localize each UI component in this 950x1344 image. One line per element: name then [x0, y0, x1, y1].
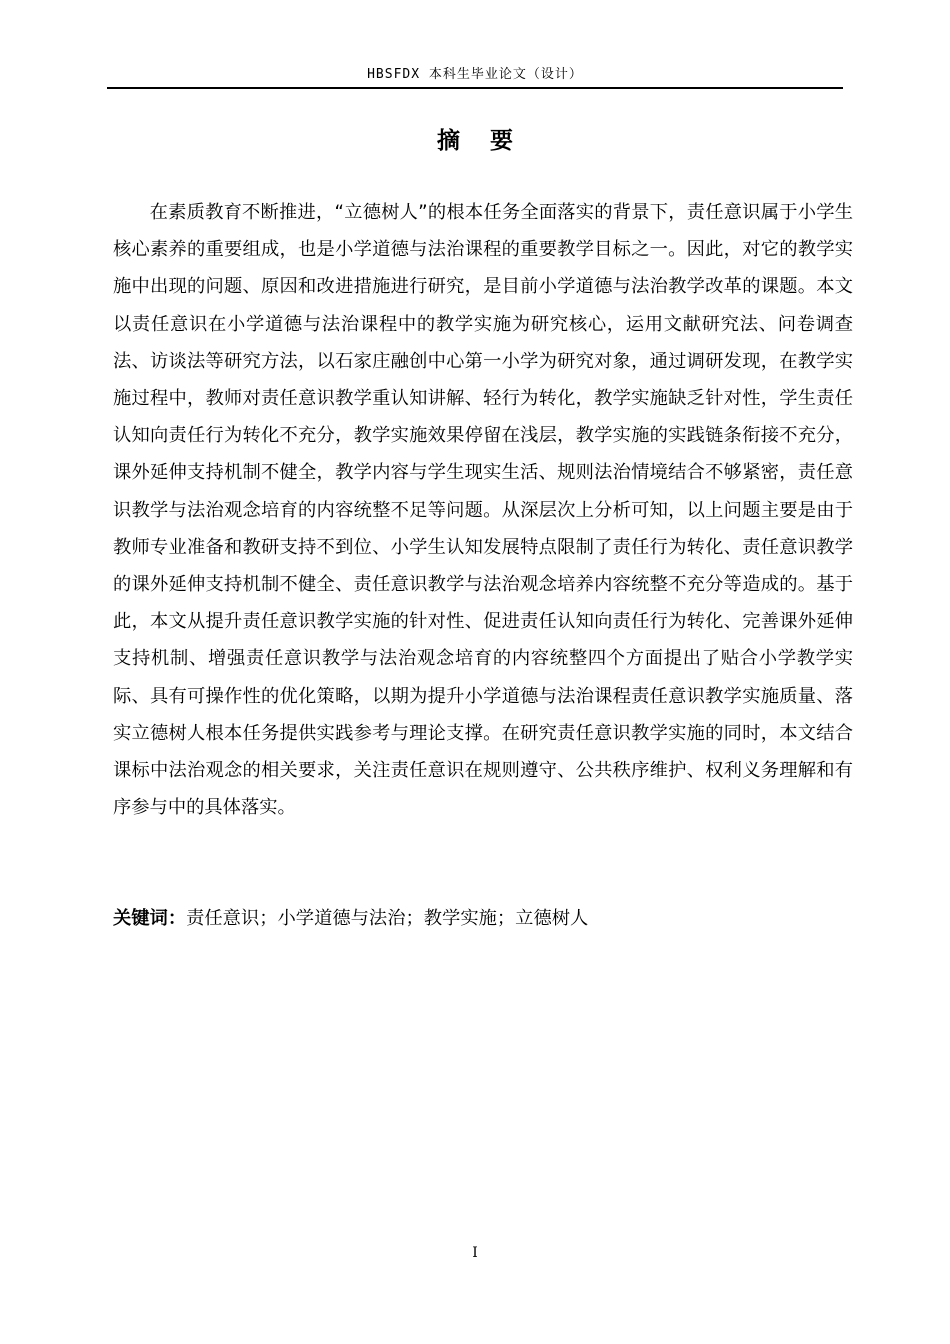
header-rule: [107, 87, 843, 89]
abstract-title-char-1: 摘: [437, 128, 460, 154]
keywords-value: 责任意识；小学道德与法治；教学实施；立德树人: [186, 908, 589, 929]
abstract-title-char-2: 要: [490, 128, 513, 154]
keywords-line: [113, 900, 853, 937]
keywords-label: 关键词：: [113, 908, 187, 929]
abstract-body: 在素质教育不断推进，“立德树人”的根本任务全面落实的背景下，责任意识属于小学生核心素养的重要组成，也是小学道德与法治课程的重要教学目标之一。因此，对它的教学实施中出现的问题、原因和改进措施进行研究，是目前小学道德与法治教学改革的课题。本文以责任意识在小学道德与法治课程中的教学实施为研究核心，运用文献研究法、问卷调查法、访谈法等研究方法，以石家庄融创中心第一小学为研究对象，通过调研发现，在教学实施过程中，教师对责任意识教学重认知讲解、轻行为转化，教学实施缺乏针对性，学生责任认知向责任行为转化不充分，教学实施效果停留在浅层，教学实施的实践链条衔接不充分，课外延伸支持机制不健全，教学内容与学生现实生活、规则法治情境结合不够紧密，责任意识教学与法治观念培育的内容统整不足等问题。从深层次上分析可知，以上问题主要是由于教师专业准备和教研支持不到位、小学生认知发展特点限制了责任行为转化、责任意识教学的课外延伸支持机制不健全、责任意识教学与法治观念培养内容统整不充分等造成的。基于此，本文从提升责任意识教学实施的针对性、促进责任认知向责任行为转化、完善课外延伸支持机制、增强责任意识教学与法治观念培育的内容统整四个方面提出了贴合小学教学实际、具有可操作性的优化策略，以期为提升小学道德与法治课程责任意识教学实施质量、落实立德树人根本任务提供实践参考与理论支撑。在研究责任意识教学实施的同时，本文结合课标中法治观念的相关要求，关注责任意识在规则遵守、公共秩序维护、权利义务理解和有序参与中的具体落实。: [113, 202, 853, 819]
running-header: HBSFDX 本科生毕业论文（设计）: [367, 67, 583, 82]
abstract-title: [107, 125, 843, 157]
page-number: I: [472, 1245, 478, 1261]
